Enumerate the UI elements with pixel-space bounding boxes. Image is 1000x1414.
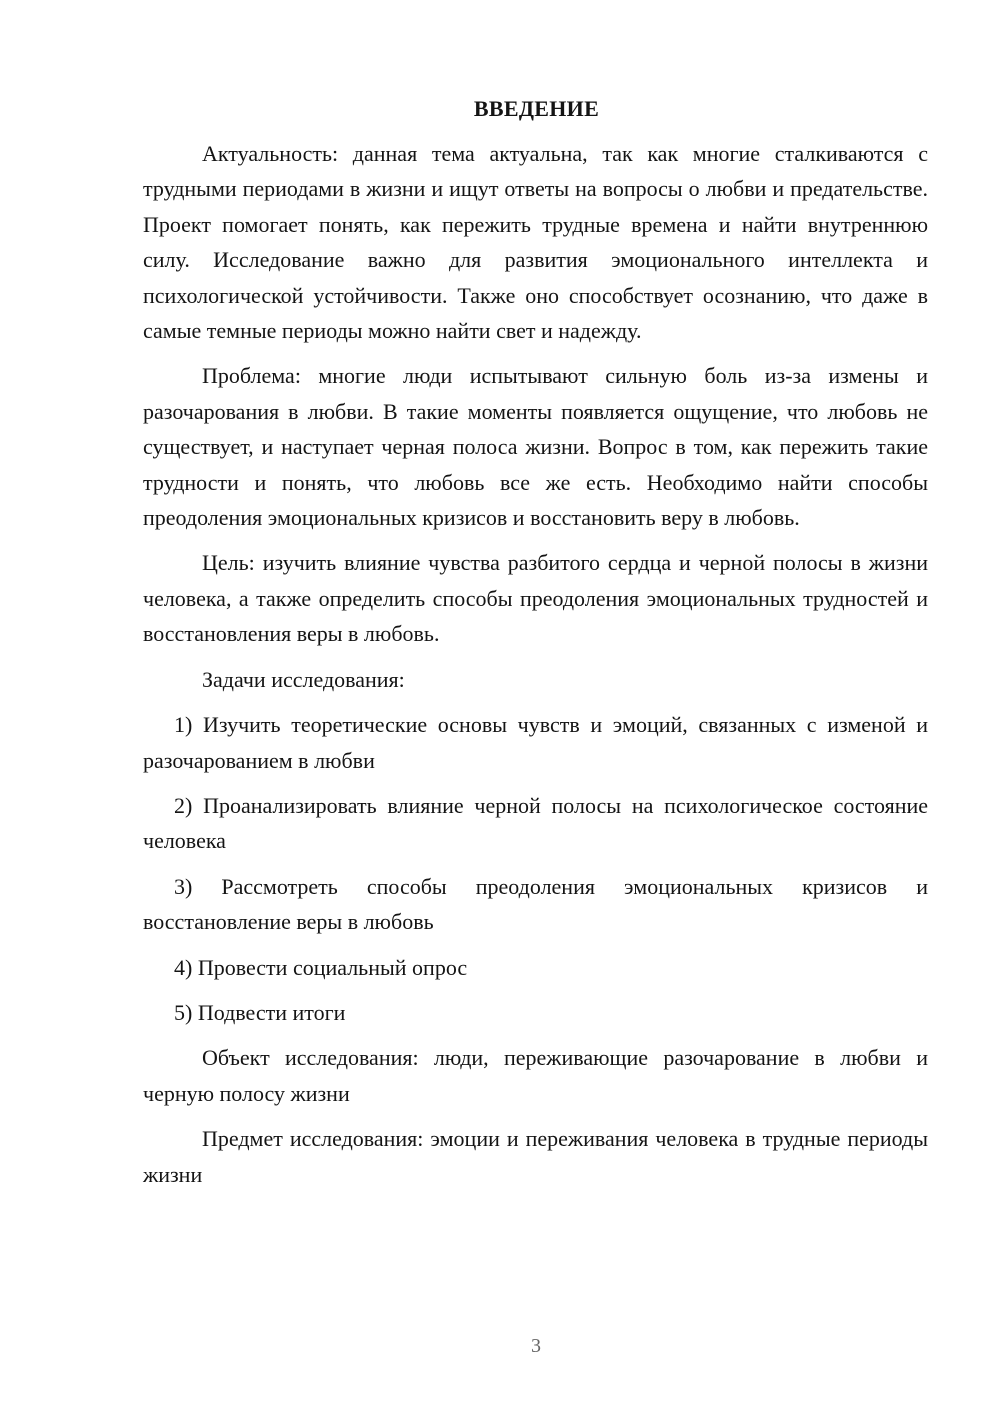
tasks-heading: Задачи исследования: — [202, 666, 405, 692]
tasks-list — [143, 707, 928, 1030]
section-heading: ВВЕДЕНИЕ — [473, 96, 600, 121]
task-item-2: 2) Проанализировать влияние черной полосы на психологическое состояние человека — [143, 792, 928, 854]
task-item-5: 5) Подвести итоги — [174, 999, 346, 1025]
page-content — [143, 96, 928, 1202]
subject-paragraph: Предмет исследования: эмоции и переживания человека в трудные периоды жизни — [143, 1126, 928, 1187]
page-number: 3 — [531, 1335, 541, 1357]
task-item-4: 4) Провести социальный опрос — [174, 954, 468, 980]
problem-paragraph: Проблема: многие люди испытывают сильную боль из-за измены и разочарования в любви. В такие моменты появляется ощущение, что любовь не существует, и наступает черная полоса жизни. Вопрос в том, как пережить такие трудности и понять, что любовь все же есть. Необходимо найти способы преодоления эмоциональных кризисов и восстановить веру в любовь. — [143, 363, 928, 531]
relevance-paragraph: Актуальность: данная тема актуальна, так как многие сталкиваются с трудными периодами в жизни и ищут ответы на вопросы о любви и предательстве. Проект помогает понять, как пережить трудные времена и найти внутреннюю силу. Исследование важно для развития эмоционального интеллекта и психологической устойчивости. Также оно способствует осознанию, что даже в самые темные периоды можно найти свет и надежду. — [143, 141, 928, 344]
task-item-1: 1) Изучить теоретические основы чувств и эмоций, связанных с изменой и разочарованием в любви — [143, 712, 928, 773]
task-item-3: 3) Рассмотреть способы преодоления эмоциональных кризисов и восстановление веры в любовь — [143, 873, 928, 935]
object-paragraph: Объект исследования: люди, переживающие разочарование в любви и черную полосу жизни — [143, 1045, 928, 1106]
goal-paragraph: Цель: изучить влияние чувства разбитого сердца и черной полосы в жизни человека, а также определить способы преодоления эмоциональных трудностей и восстановления веры в любовь. — [143, 550, 928, 647]
